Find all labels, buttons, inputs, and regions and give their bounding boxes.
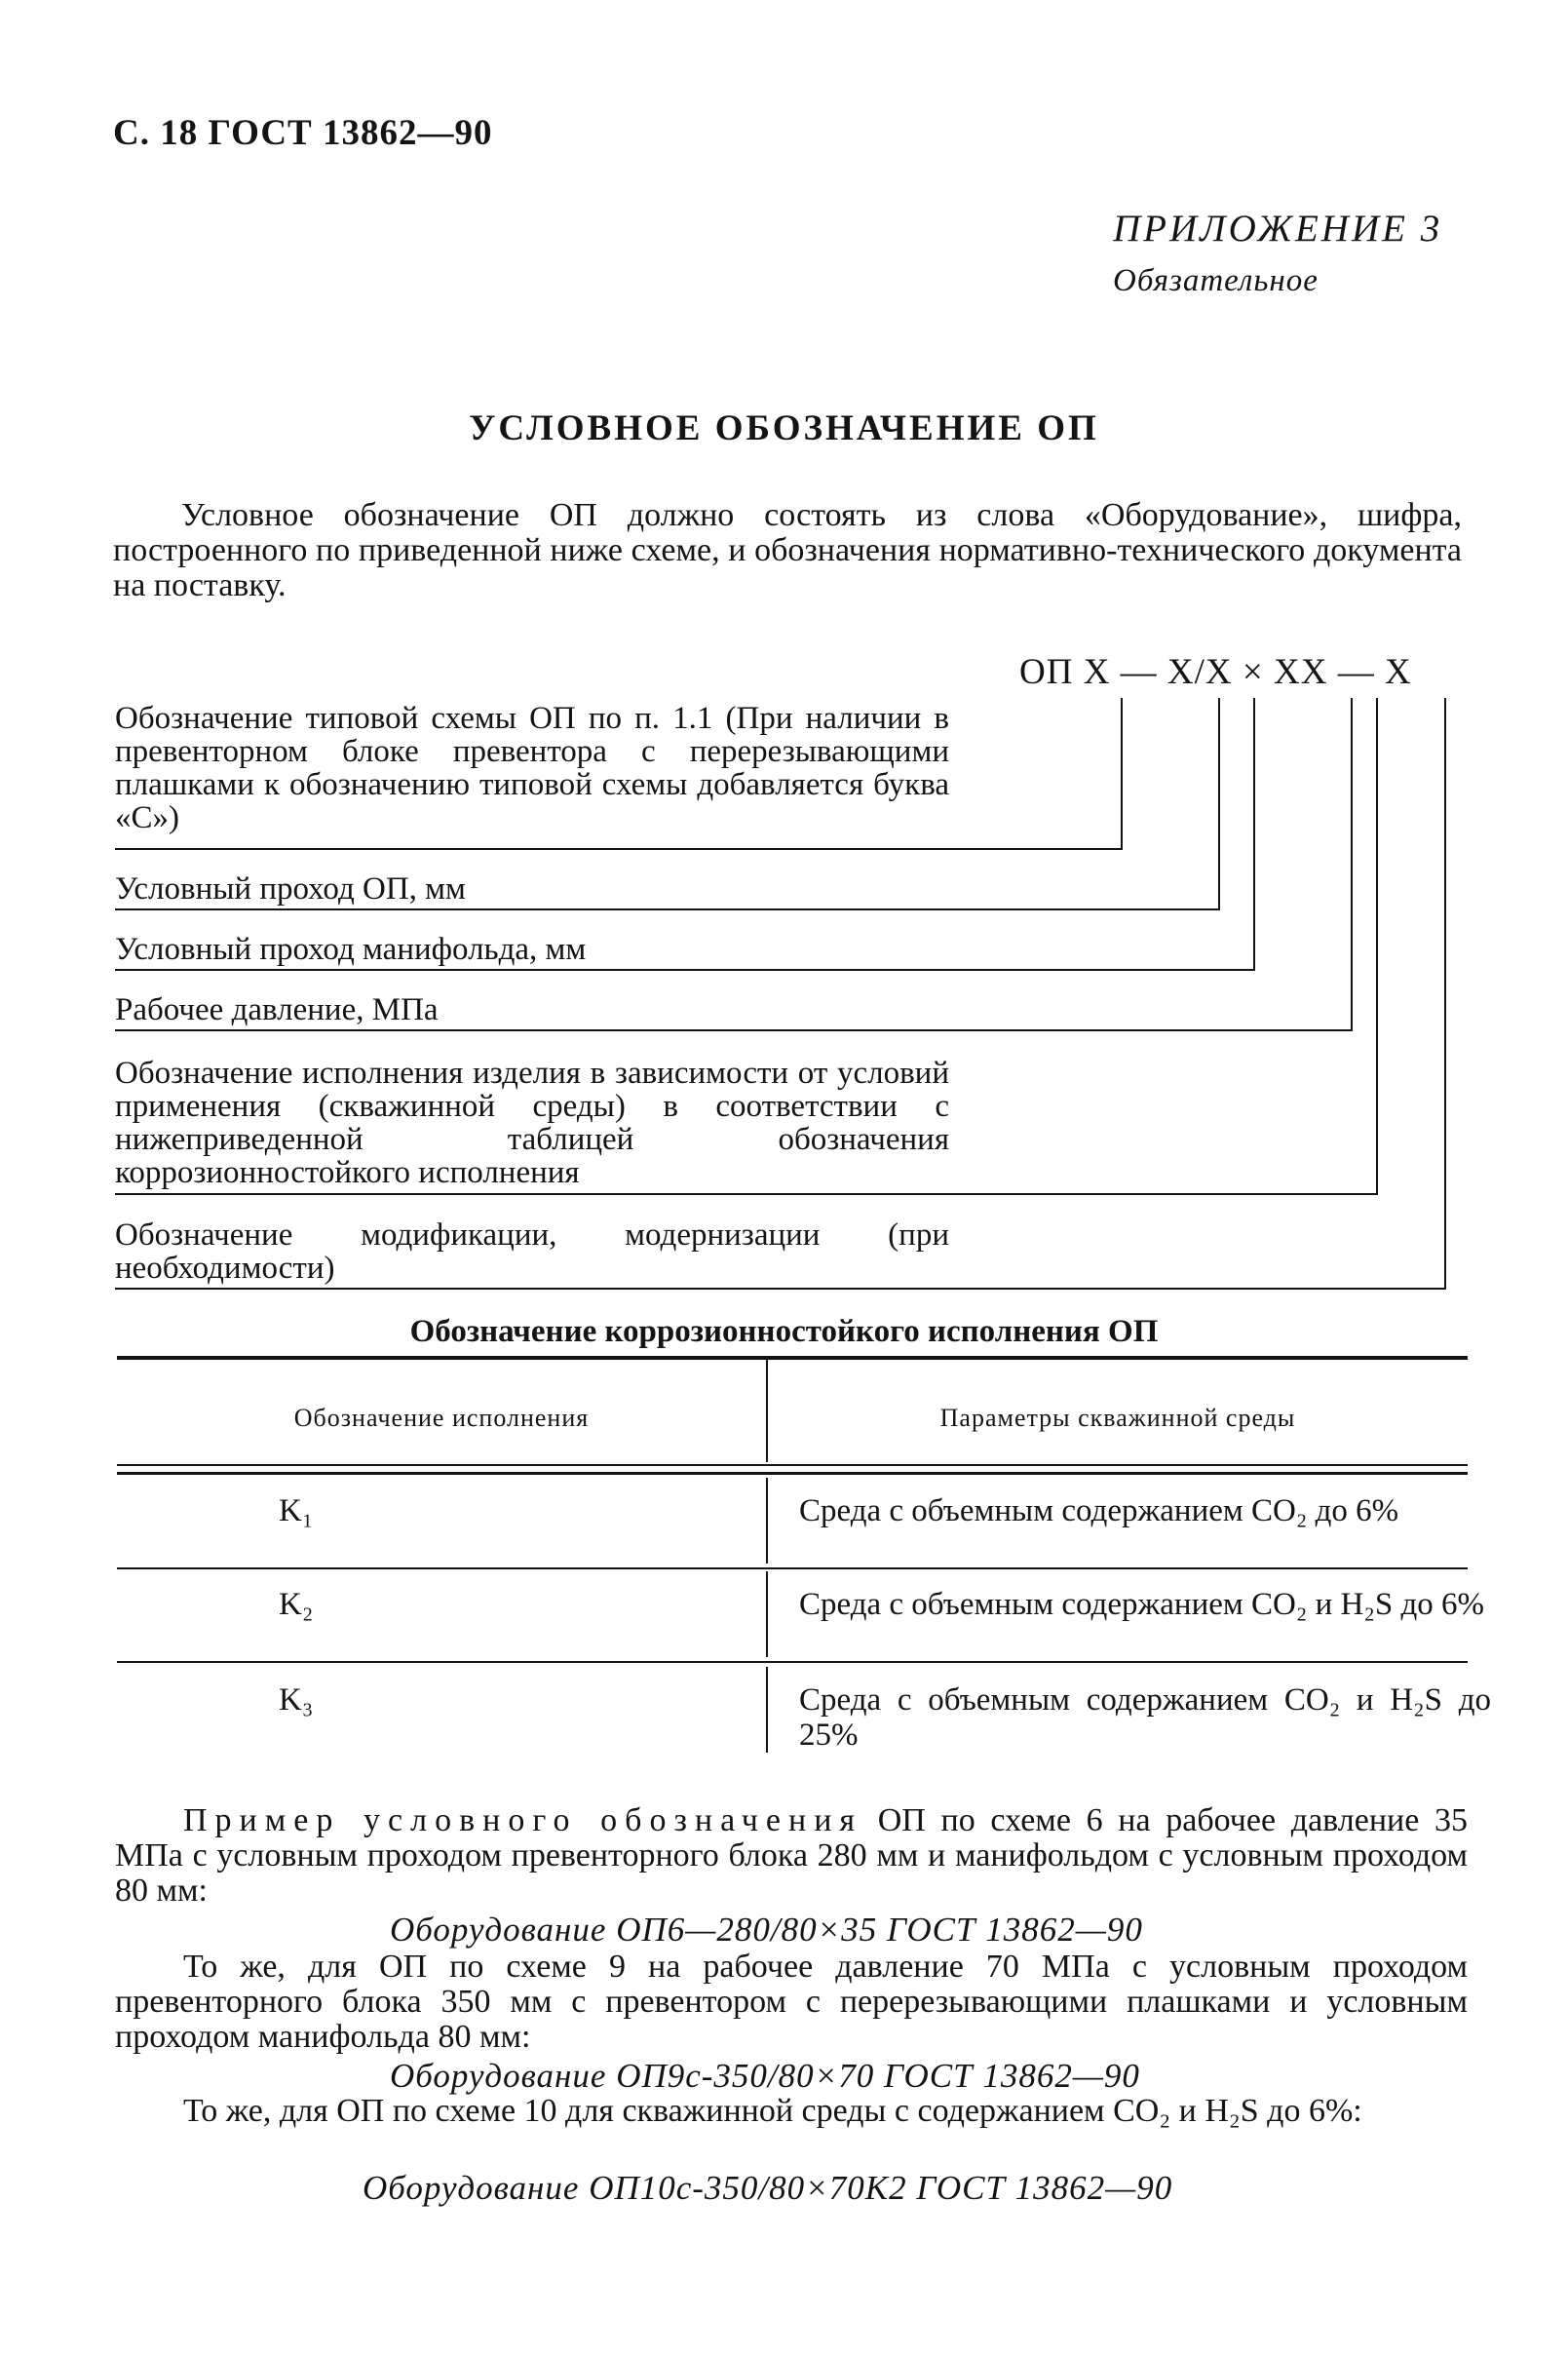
leader-vertical-bore [1218, 698, 1220, 910]
scheme-label-execution: Обозначение исполнения изделия в зависимости от условий применения (скважинной среды) в соответствии с нижеприведенной таблицей обозначения коррозионностойкого исполнения [115, 1056, 949, 1190]
row-desc: Среда с объемным содержанием CO₂ до 6% [799, 1493, 1399, 1528]
row-code: K₁ [279, 1493, 314, 1528]
scheme-label-type: Обозначение типовой схемы ОП по п. 1.1 (При наличии в превенторном блоке превентора с перерезывающими плашками к обозначению типовой схемы добавляется буква «С») [115, 701, 949, 835]
leader-vertical-execution [1376, 698, 1378, 1195]
table-top-rule [117, 1356, 1468, 1360]
leader-line-type [115, 848, 1121, 850]
header-rule-lower [117, 1472, 1468, 1475]
header-divider [766, 1360, 768, 1462]
leader-line-bore [115, 908, 1218, 910]
leader-line-pressure [115, 1029, 1351, 1031]
row-rule [117, 1567, 1468, 1569]
scheme-code: ОП X — X/X × XX — X [1019, 652, 1412, 692]
leader-vertical-pressure [1351, 698, 1353, 1031]
example-3-text: То же, для ОП по схеме 10 для скважинной среды с содержанием CO₂ и H₂S до 6%: [183, 2093, 1362, 2129]
example-1-body: ОП по схеме 6 на рабочее давление 35 МПа с условным проходом превенторного блока 280 мм и манифольдом с условным проходом 80 мм: [115, 1802, 1468, 1909]
leader-line-execution [115, 1193, 1376, 1195]
scheme-label-bore: Условный проход ОП, мм [115, 871, 466, 907]
scheme-label-pressure: Рабочее давление, МПа [115, 992, 439, 1027]
row-rule [117, 1661, 1468, 1663]
scheme-label-modification: Обозначение модификации, модернизации (при необходимости) [115, 1217, 949, 1286]
example-1-code: Оборудование ОП6—280/80×35 ГОСТ 13862—90 [390, 1911, 1143, 1949]
header-code: Обозначение исполнения [293, 1404, 590, 1432]
leader-line-manifold [115, 969, 1253, 971]
appendix-title: ПРИЛОЖЕНИЕ 3 [1113, 208, 1443, 250]
leader-vertical-modification [1444, 698, 1446, 1290]
leader-vertical-manifold [1253, 698, 1255, 971]
header-rule-upper [117, 1464, 1468, 1466]
appendix-subtitle: Обязательное [1113, 263, 1319, 298]
row-divider [766, 1667, 768, 1753]
row-code: K₃ [279, 1682, 314, 1718]
row-divider [766, 1478, 768, 1564]
page-header: С. 18 ГОСТ 13862—90 [113, 113, 493, 153]
document-title: УСЛОВНОЕ ОБОЗНАЧЕНИЕ ОП [469, 408, 1099, 448]
row-desc: Среда с объемным содержанием CO₂ и H₂S до 25% [799, 1682, 1491, 1753]
row-desc: Среда с объемным содержанием CO₂ и H₂S до 6% [799, 1587, 1484, 1622]
leader-line-modification [115, 1288, 1444, 1290]
example-2-code: Оборудование ОП9с-350/80×70 ГОСТ 13862—90 [390, 2057, 1140, 2095]
example-lead: Пример условного обозначения [183, 1802, 863, 1838]
table-caption: Обозначение коррозионностойкого исполнения ОП [409, 1314, 1159, 1349]
leader-vertical-type [1121, 698, 1123, 850]
example-2-text: То же, для ОП по схеме 9 на рабочее давление 70 МПа с условным проходом превенторного блока 350 мм с превентором с перерезывающими плашками и условным проходом манифольда 80 мм: [115, 1949, 1468, 2055]
example-1-text [115, 1803, 1468, 1909]
scheme-label-manifold: Условный проход манифольда, мм [115, 932, 587, 967]
intro-paragraph: Условное обозначение ОП должно состоять из слова «Оборудование», шифра, построенного по приведенной ниже схеме, и обозначения нормативно-технического документа на поставку. [113, 497, 1462, 603]
row-code: K₂ [279, 1587, 314, 1622]
row-divider [766, 1571, 768, 1657]
example-3-code: Оборудование ОП10с-350/80×70K2 ГОСТ 13862—90 [363, 2169, 1173, 2207]
header-params: Параметры скважинной среды [939, 1404, 1296, 1432]
